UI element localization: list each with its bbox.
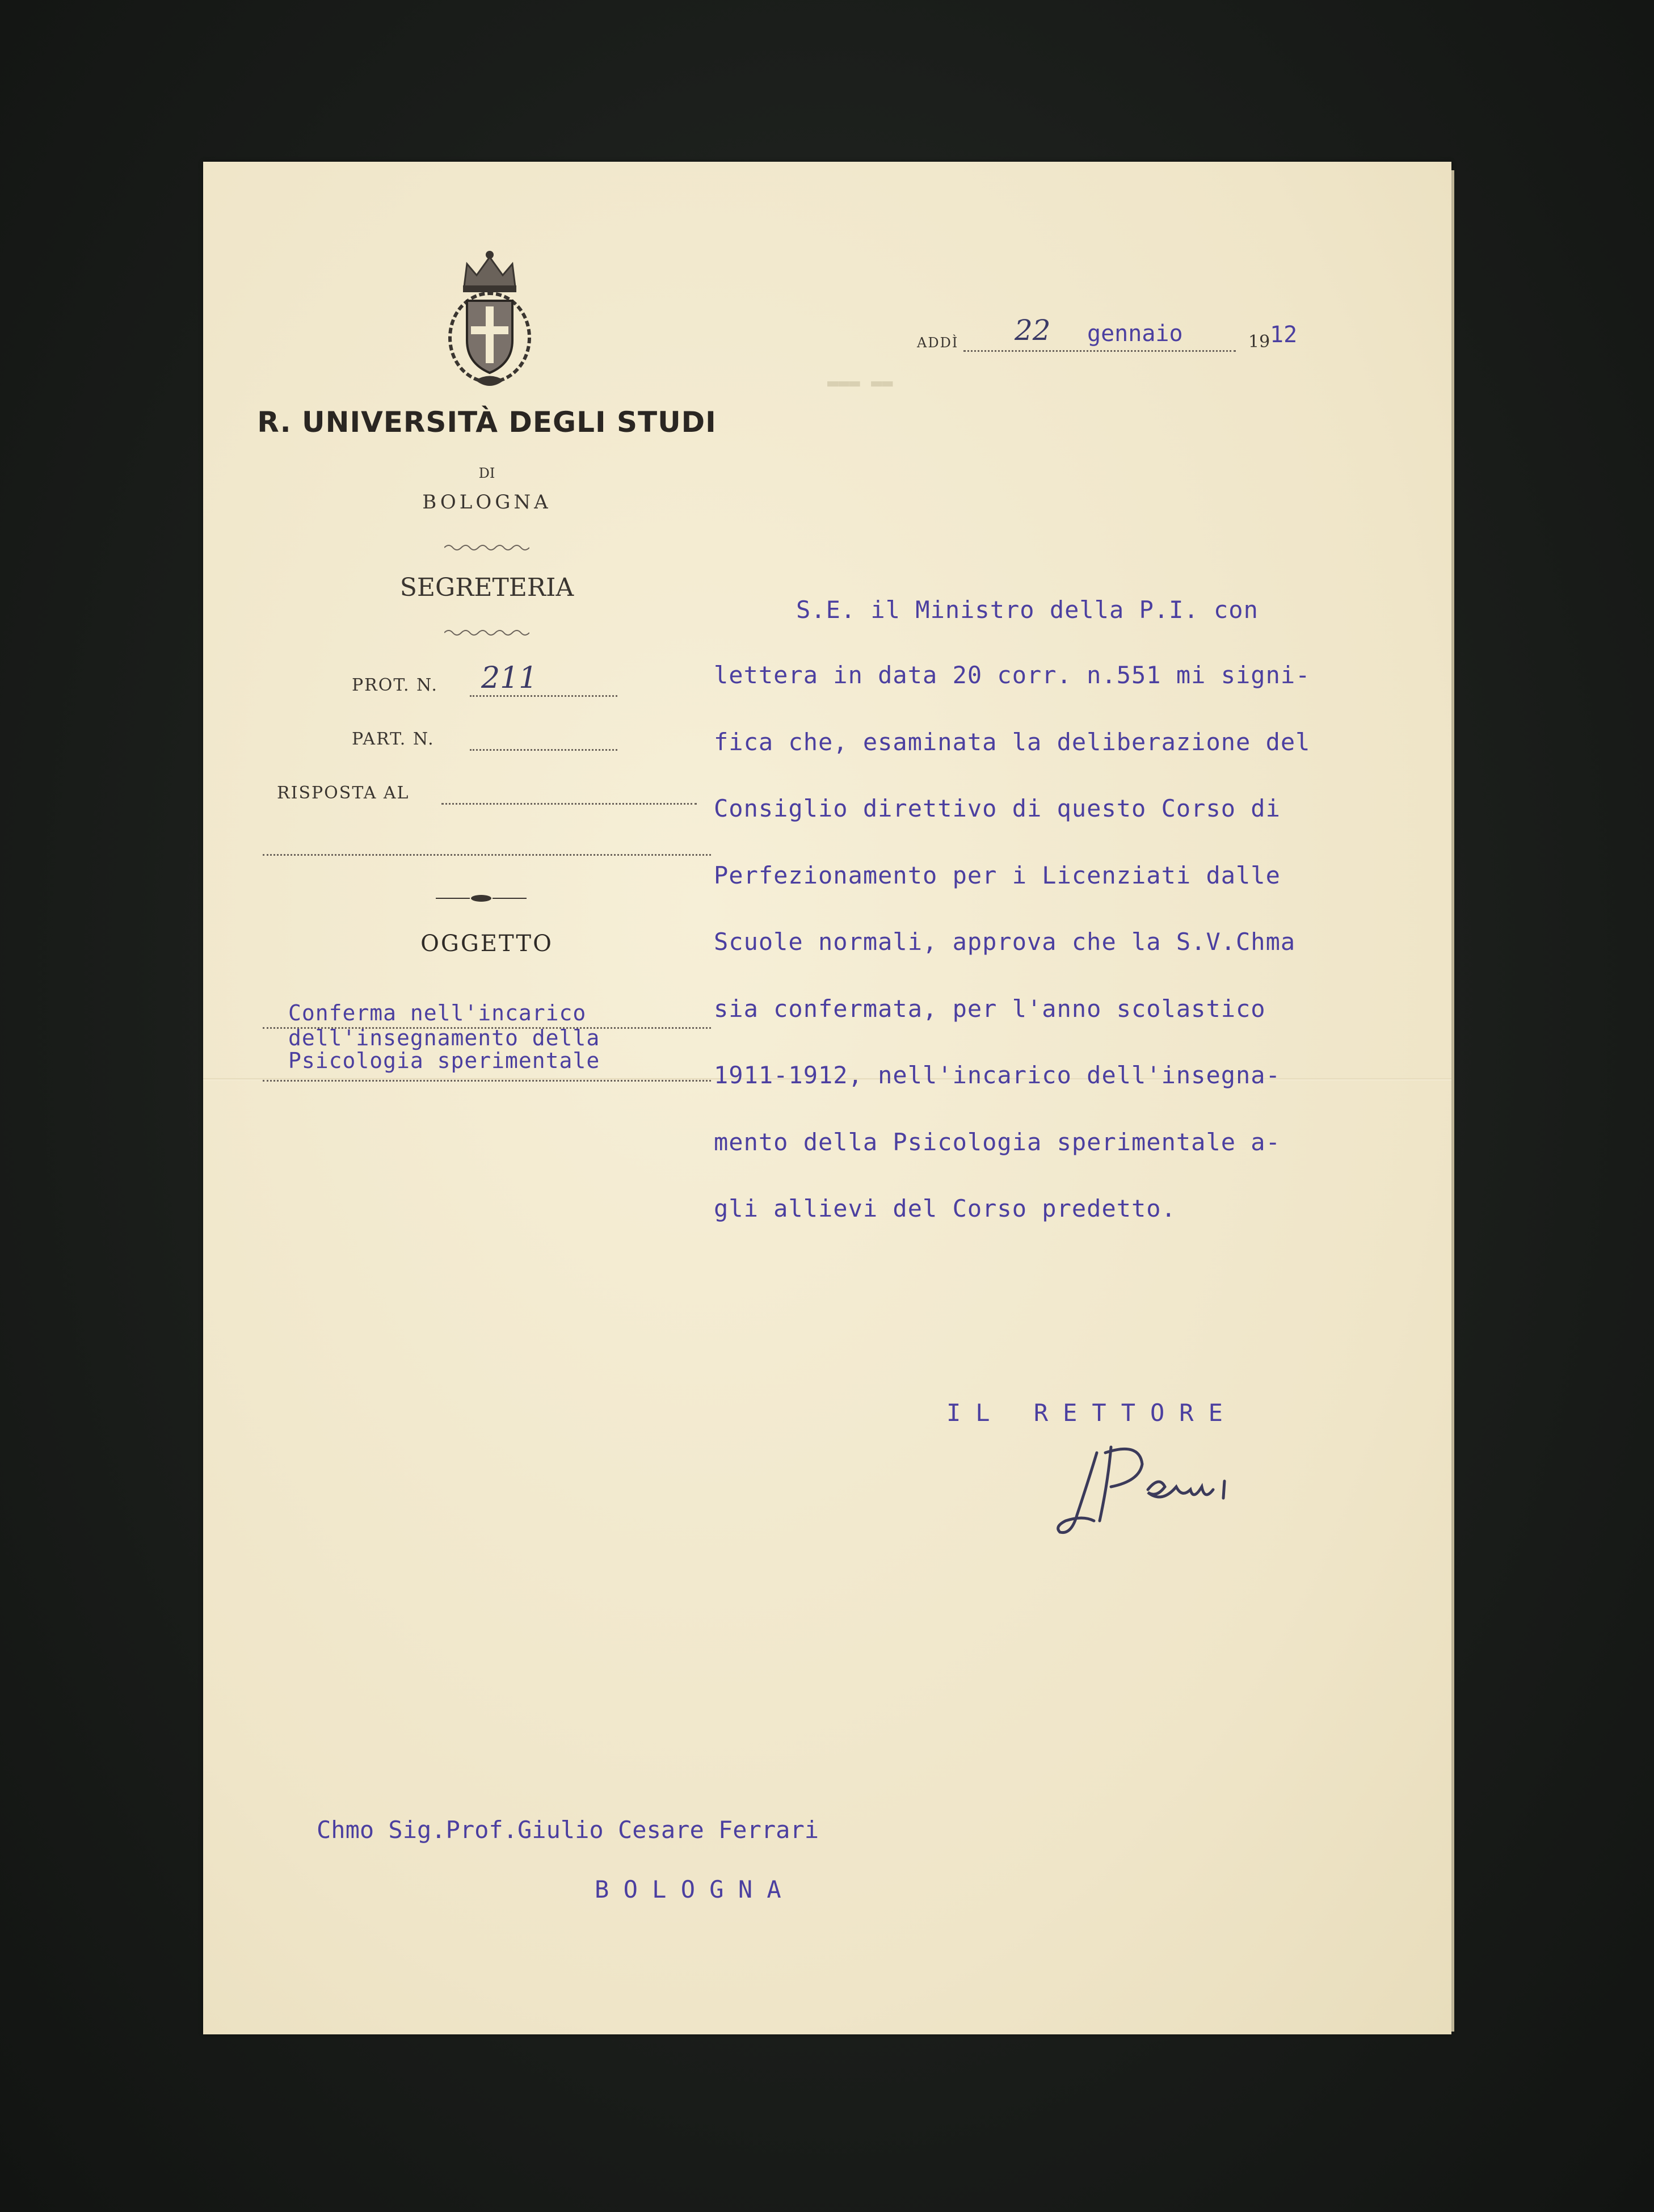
letter-sheet	[203, 162, 1451, 2034]
oggetto-label: OGGETTO	[420, 931, 553, 957]
risposta-line	[441, 803, 697, 805]
subject-rule	[263, 1080, 711, 1082]
part-label: PART. N.	[352, 729, 435, 749]
subject-line-1: Conferma nell'incarico	[288, 1000, 587, 1025]
body-line: Consiglio direttivo di questo Corso di	[714, 794, 1281, 822]
institution-di: DI	[478, 465, 495, 481]
risposta-line-2	[263, 854, 711, 856]
addi-label: ADDÌ	[917, 335, 959, 351]
institution-city: BOLOGNA	[422, 491, 552, 514]
royal-crest-icon	[441, 247, 538, 394]
body-line: sia confermata, per l'anno scolastico	[714, 995, 1266, 1023]
body-line: mento della Psicologia sperimentale a-	[714, 1128, 1281, 1156]
risposta-label: RISPOSTA AL	[277, 783, 410, 803]
date-century: 19	[1248, 332, 1270, 352]
signature-icon	[1043, 1436, 1259, 1544]
prot-line	[470, 695, 617, 697]
date-month: gennaio	[1087, 321, 1183, 347]
addressee-name: Chmo Sig.Prof.Giulio Cesare Ferrari	[317, 1816, 819, 1844]
date-line	[963, 350, 1236, 352]
institution-name: R. UNIVERSITÀ DEGLI STUDI	[257, 406, 717, 439]
body-line: 1911-1912, nell'incarico dell'insegna-	[714, 1061, 1281, 1089]
body-line: S.E. il Ministro della P.I. con	[796, 596, 1259, 624]
prot-label: PROT. N.	[352, 675, 438, 695]
prot-number: 211	[481, 661, 538, 695]
addressee-city: B O L O G N A	[595, 1875, 781, 1903]
body-line: lettera in data 20 corr. n.551 mi signi-	[714, 661, 1311, 689]
date-year: 12	[1270, 322, 1298, 348]
body-line: Scuole normali, approva che la S.V.Chma	[714, 928, 1296, 956]
ornament-icon	[436, 893, 527, 904]
closing-title: IL RETTORE	[946, 1399, 1238, 1427]
divider-ornament	[444, 542, 529, 553]
date-day: 22	[1015, 314, 1051, 347]
office-name: SEGRETERIA	[399, 573, 574, 602]
subject-line-3: Psicologia sperimentale	[288, 1048, 600, 1073]
bleed-through-text: ▬▬▬ ▬▬	[827, 372, 893, 393]
part-line	[470, 749, 617, 751]
subject-line-2: dell'insegnamento della	[288, 1025, 600, 1050]
divider-ornament	[444, 627, 529, 638]
body-line: fica che, esaminata la deliberazione del	[714, 728, 1311, 756]
body-line: Perfezionamento per i Licenziati dalle	[714, 861, 1281, 889]
body-line: gli allievi del Corso predetto.	[714, 1195, 1176, 1222]
